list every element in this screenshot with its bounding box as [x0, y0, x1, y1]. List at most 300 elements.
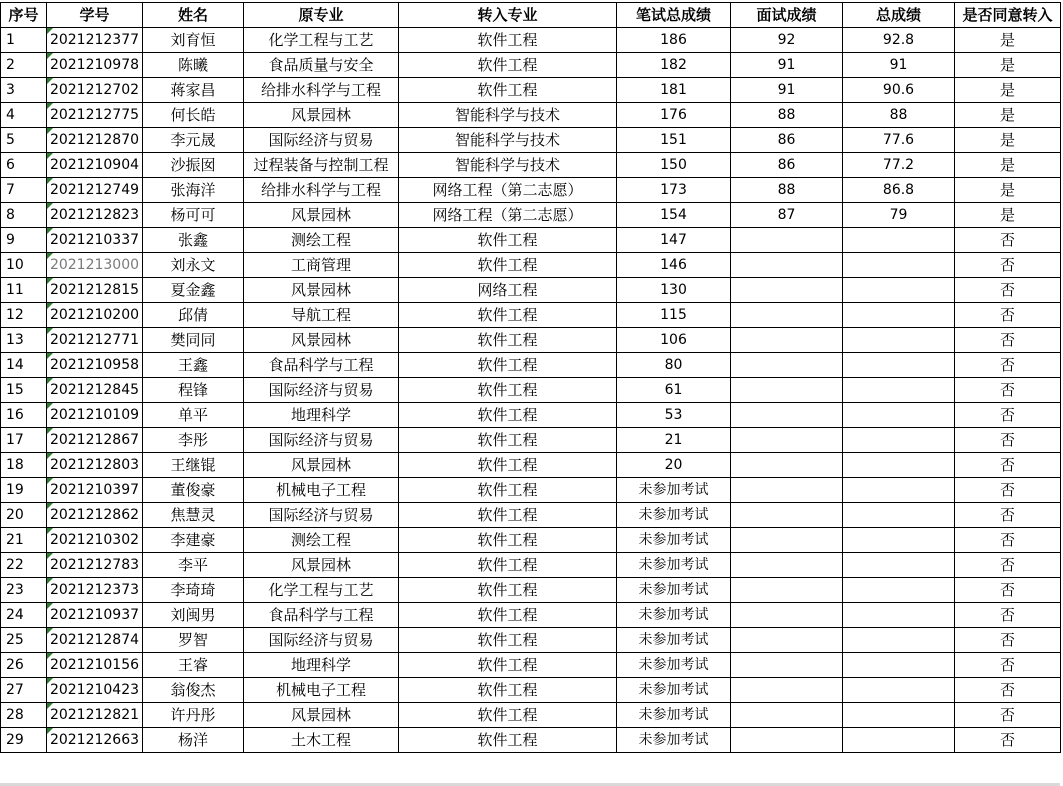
total-score-cell[interactable]	[843, 278, 955, 303]
cell-marker-icon	[47, 578, 53, 584]
row-index-cell[interactable]: 12	[1, 303, 47, 328]
table-row	[1, 253, 1061, 278]
agree-transfer-cell[interactable]: 是	[955, 103, 1061, 128]
student-id-cell[interactable]: 2021212845	[47, 378, 143, 403]
target-major-cell[interactable]: 软件工程	[399, 528, 617, 553]
total-score-cell[interactable]	[843, 328, 955, 353]
agree-transfer-cell[interactable]: 是	[955, 153, 1061, 178]
agree-transfer-cell[interactable]: 是	[955, 203, 1061, 228]
interview-score-cell[interactable]	[731, 528, 843, 553]
original-major-cell[interactable]: 工商管理	[244, 253, 399, 278]
original-major-cell[interactable]: 风景园林	[244, 103, 399, 128]
header-agree-transfer[interactable]: 是否同意转入	[955, 3, 1061, 28]
agree-transfer-cell[interactable]: 否	[955, 478, 1061, 503]
header-total-score[interactable]: 总成绩	[843, 3, 955, 28]
target-major-cell[interactable]: 网络工程（第二志愿）	[399, 203, 617, 228]
written-score-cell[interactable]: 53	[617, 403, 731, 428]
student-id-cell[interactable]: 2021212821	[47, 703, 143, 728]
interview-score-cell[interactable]	[731, 503, 843, 528]
row-index-cell[interactable]: 29	[1, 728, 47, 753]
student-name-cell[interactable]: 焦慧灵	[143, 503, 244, 528]
student-name-cell[interactable]: 罗智	[143, 628, 244, 653]
student-name-cell[interactable]: 李平	[143, 553, 244, 578]
target-major-cell[interactable]: 智能科学与技术	[399, 128, 617, 153]
total-score-cell[interactable]	[843, 253, 955, 278]
total-score-cell[interactable]	[843, 453, 955, 478]
interview-score-cell[interactable]: 86	[731, 153, 843, 178]
original-major-cell[interactable]: 土木工程	[244, 728, 399, 753]
table-row	[1, 528, 1061, 553]
student-name-cell[interactable]: 刘闽男	[143, 603, 244, 628]
target-major-cell[interactable]: 软件工程	[399, 703, 617, 728]
total-score-cell[interactable]: 77.6	[843, 128, 955, 153]
agree-transfer-cell[interactable]: 否	[955, 403, 1061, 428]
written-score-cell[interactable]: 61	[617, 378, 731, 403]
agree-transfer-cell[interactable]: 否	[955, 328, 1061, 353]
target-major-cell[interactable]: 软件工程	[399, 353, 617, 378]
table-row	[1, 353, 1061, 378]
interview-score-cell[interactable]	[731, 278, 843, 303]
student-id-cell[interactable]: 2021212663	[47, 728, 143, 753]
agree-transfer-cell[interactable]: 是	[955, 53, 1061, 78]
total-score-cell[interactable]	[843, 653, 955, 678]
row-index-cell[interactable]: 4	[1, 103, 47, 128]
row-index-cell[interactable]: 21	[1, 528, 47, 553]
row-index-cell[interactable]: 7	[1, 178, 47, 203]
row-index-cell[interactable]: 14	[1, 353, 47, 378]
total-score-cell[interactable]: 88	[843, 103, 955, 128]
cell-marker-icon	[47, 603, 53, 609]
student-name-cell[interactable]: 蒋家昌	[143, 78, 244, 103]
original-major-cell[interactable]: 国际经济与贸易	[244, 503, 399, 528]
agree-transfer-cell[interactable]: 否	[955, 253, 1061, 278]
row-index-cell[interactable]: 1	[1, 28, 47, 53]
student-name-cell[interactable]: 李琦琦	[143, 578, 244, 603]
total-score-cell[interactable]	[843, 378, 955, 403]
original-major-cell[interactable]: 测绘工程	[244, 228, 399, 253]
cell-marker-icon	[47, 453, 53, 459]
target-major-cell[interactable]: 软件工程	[399, 378, 617, 403]
interview-score-cell[interactable]	[731, 253, 843, 278]
interview-score-cell[interactable]: 92	[731, 28, 843, 53]
original-major-cell[interactable]: 国际经济与贸易	[244, 128, 399, 153]
original-major-cell[interactable]: 地理科学	[244, 653, 399, 678]
agree-transfer-cell[interactable]: 否	[955, 503, 1061, 528]
written-score-cell[interactable]: 未参加考试	[617, 578, 731, 603]
target-major-cell[interactable]: 软件工程	[399, 403, 617, 428]
written-score-cell[interactable]: 20	[617, 453, 731, 478]
row-index-cell[interactable]: 26	[1, 653, 47, 678]
header-name[interactable]: 姓名	[143, 3, 244, 28]
written-score-cell[interactable]: 147	[617, 228, 731, 253]
student-id-cell[interactable]: 2021212377	[47, 28, 143, 53]
written-score-cell[interactable]: 115	[617, 303, 731, 328]
student-name-cell[interactable]: 刘育恒	[143, 28, 244, 53]
student-id-cell[interactable]: 2021212870	[47, 128, 143, 153]
cell-marker-icon	[47, 128, 53, 134]
total-score-cell[interactable]: 91	[843, 53, 955, 78]
header-original-major[interactable]: 原专业	[244, 3, 399, 28]
original-major-cell[interactable]: 化学工程与工艺	[244, 578, 399, 603]
interview-score-cell[interactable]	[731, 678, 843, 703]
agree-transfer-cell[interactable]: 否	[955, 528, 1061, 553]
cell-marker-icon	[47, 53, 53, 59]
student-name-cell[interactable]: 李建豪	[143, 528, 244, 553]
student-name-cell[interactable]: 王继锟	[143, 453, 244, 478]
header-target-major[interactable]: 转入专业	[399, 3, 617, 28]
student-name-cell[interactable]: 张鑫	[143, 228, 244, 253]
header-index[interactable]: 序号	[1, 3, 47, 28]
table-row	[1, 703, 1061, 728]
total-score-cell[interactable]	[843, 603, 955, 628]
row-index-cell[interactable]: 3	[1, 78, 47, 103]
target-major-cell[interactable]: 软件工程	[399, 578, 617, 603]
total-score-cell[interactable]	[843, 528, 955, 553]
interview-score-cell[interactable]	[731, 478, 843, 503]
student-name-cell[interactable]: 许丹彤	[143, 703, 244, 728]
written-score-cell[interactable]: 未参加考试	[617, 528, 731, 553]
interview-score-cell[interactable]	[731, 453, 843, 478]
written-score-cell[interactable]: 146	[617, 253, 731, 278]
student-name-cell[interactable]: 张海洋	[143, 178, 244, 203]
interview-score-cell[interactable]: 86	[731, 128, 843, 153]
row-index-cell[interactable]: 19	[1, 478, 47, 503]
row-index-cell[interactable]: 2	[1, 53, 47, 78]
interview-score-cell[interactable]	[731, 428, 843, 453]
student-id-cell[interactable]: 2021212823	[47, 203, 143, 228]
student-id-cell[interactable]: 2021210397	[47, 478, 143, 503]
original-major-cell[interactable]: 食品质量与安全	[244, 53, 399, 78]
table-row	[1, 228, 1061, 253]
row-index-cell[interactable]: 18	[1, 453, 47, 478]
written-score-cell[interactable]: 未参加考试	[617, 678, 731, 703]
written-score-cell[interactable]: 150	[617, 153, 731, 178]
total-score-cell[interactable]	[843, 353, 955, 378]
row-index-cell[interactable]: 24	[1, 603, 47, 628]
student-id-cell[interactable]: 2021210937	[47, 603, 143, 628]
written-score-cell[interactable]: 未参加考试	[617, 603, 731, 628]
total-score-cell[interactable]	[843, 703, 955, 728]
written-score-cell[interactable]: 154	[617, 203, 731, 228]
agree-transfer-cell[interactable]: 否	[955, 678, 1061, 703]
original-major-cell[interactable]: 风景园林	[244, 553, 399, 578]
student-name-cell[interactable]: 陈曦	[143, 53, 244, 78]
written-score-cell[interactable]: 182	[617, 53, 731, 78]
student-name-cell[interactable]: 董俊豪	[143, 478, 244, 503]
agree-transfer-cell[interactable]: 否	[955, 653, 1061, 678]
agree-transfer-cell[interactable]: 否	[955, 553, 1061, 578]
written-score-cell[interactable]: 181	[617, 78, 731, 103]
total-score-cell[interactable]	[843, 728, 955, 753]
agree-transfer-cell[interactable]: 否	[955, 453, 1061, 478]
original-major-cell[interactable]: 给排水科学与工程	[244, 178, 399, 203]
student-id-cell[interactable]: 2021210200	[47, 303, 143, 328]
agree-transfer-cell[interactable]: 否	[955, 728, 1061, 753]
interview-score-cell[interactable]	[731, 653, 843, 678]
total-score-cell[interactable]	[843, 628, 955, 653]
row-index-cell[interactable]: 17	[1, 428, 47, 453]
original-major-cell[interactable]: 风景园林	[244, 703, 399, 728]
cell-marker-icon	[47, 278, 53, 284]
interview-score-cell[interactable]	[731, 628, 843, 653]
student-name-cell[interactable]: 王鑫	[143, 353, 244, 378]
interview-score-cell[interactable]	[731, 603, 843, 628]
table-row	[1, 678, 1061, 703]
original-major-cell[interactable]: 给排水科学与工程	[244, 78, 399, 103]
cell-marker-icon	[47, 528, 53, 534]
original-major-cell[interactable]: 导航工程	[244, 303, 399, 328]
row-index-cell[interactable]: 10	[1, 253, 47, 278]
cell-marker-icon	[47, 653, 53, 659]
cell-marker-icon	[47, 628, 53, 634]
total-score-cell[interactable]	[843, 578, 955, 603]
agree-transfer-cell[interactable]: 否	[955, 303, 1061, 328]
target-major-cell[interactable]: 软件工程	[399, 478, 617, 503]
interview-score-cell[interactable]	[731, 578, 843, 603]
table-body	[1, 28, 1061, 753]
table-row	[1, 578, 1061, 603]
total-score-cell[interactable]	[843, 228, 955, 253]
written-score-cell[interactable]: 未参加考试	[617, 503, 731, 528]
original-major-cell[interactable]: 过程装备与控制工程	[244, 153, 399, 178]
interview-score-cell[interactable]	[731, 553, 843, 578]
interview-score-cell[interactable]	[731, 703, 843, 728]
target-major-cell[interactable]: 软件工程	[399, 328, 617, 353]
cell-marker-icon	[47, 678, 53, 684]
student-name-cell[interactable]: 刘永文	[143, 253, 244, 278]
table-row	[1, 553, 1061, 578]
student-id-cell[interactable]: 2021210423	[47, 678, 143, 703]
table-row	[1, 128, 1061, 153]
student-name-cell[interactable]: 夏金鑫	[143, 278, 244, 303]
student-id-cell[interactable]: 2021210302	[47, 528, 143, 553]
student-name-cell[interactable]: 程锋	[143, 378, 244, 403]
student-id-cell[interactable]: 2021212373	[47, 578, 143, 603]
original-major-cell[interactable]: 国际经济与贸易	[244, 428, 399, 453]
total-score-cell[interactable]	[843, 403, 955, 428]
row-index-cell[interactable]: 15	[1, 378, 47, 403]
interview-score-cell[interactable]	[731, 378, 843, 403]
target-major-cell[interactable]: 软件工程	[399, 228, 617, 253]
student-name-cell[interactable]: 翁俊杰	[143, 678, 244, 703]
row-index-cell[interactable]: 16	[1, 403, 47, 428]
agree-transfer-cell[interactable]: 否	[955, 278, 1061, 303]
total-score-cell[interactable]	[843, 553, 955, 578]
table-row	[1, 628, 1061, 653]
target-major-cell[interactable]: 软件工程	[399, 53, 617, 78]
interview-score-cell[interactable]	[731, 353, 843, 378]
total-score-cell[interactable]: 79	[843, 203, 955, 228]
target-major-cell[interactable]: 软件工程	[399, 503, 617, 528]
student-id-cell[interactable]: 2021210109	[47, 403, 143, 428]
original-major-cell[interactable]: 风景园林	[244, 328, 399, 353]
table-row	[1, 53, 1061, 78]
row-index-cell[interactable]: 11	[1, 278, 47, 303]
header-written-score[interactable]: 笔试总成绩	[617, 3, 731, 28]
interview-score-cell[interactable]: 91	[731, 53, 843, 78]
target-major-cell[interactable]: 软件工程	[399, 428, 617, 453]
cell-marker-icon	[47, 178, 53, 184]
original-major-cell[interactable]: 食品科学与工程	[244, 353, 399, 378]
student-id-cell[interactable]: 2021210156	[47, 653, 143, 678]
written-score-cell[interactable]: 173	[617, 178, 731, 203]
student-id-cell[interactable]: 2021210337	[47, 228, 143, 253]
interview-score-cell[interactable]: 88	[731, 103, 843, 128]
total-score-cell[interactable]	[843, 428, 955, 453]
interview-score-cell[interactable]	[731, 328, 843, 353]
original-major-cell[interactable]: 风景园林	[244, 278, 399, 303]
agree-transfer-cell[interactable]: 否	[955, 353, 1061, 378]
row-index-cell[interactable]: 28	[1, 703, 47, 728]
original-major-cell[interactable]: 国际经济与贸易	[244, 628, 399, 653]
agree-transfer-cell[interactable]: 否	[955, 228, 1061, 253]
student-id-cell[interactable]: 2021210958	[47, 353, 143, 378]
row-index-cell[interactable]: 5	[1, 128, 47, 153]
agree-transfer-cell[interactable]: 否	[955, 603, 1061, 628]
row-index-cell[interactable]: 27	[1, 678, 47, 703]
written-score-cell[interactable]: 未参加考试	[617, 628, 731, 653]
student-id-cell[interactable]: 2021212867	[47, 428, 143, 453]
student-id-cell[interactable]: 2021210904	[47, 153, 143, 178]
student-id-cell[interactable]: 2021212702	[47, 78, 143, 103]
target-major-cell[interactable]: 软件工程	[399, 303, 617, 328]
table-row	[1, 503, 1061, 528]
cell-marker-icon	[47, 503, 53, 509]
written-score-cell[interactable]: 176	[617, 103, 731, 128]
target-major-cell[interactable]: 软件工程	[399, 453, 617, 478]
original-major-cell[interactable]: 风景园林	[244, 203, 399, 228]
agree-transfer-cell[interactable]: 是	[955, 128, 1061, 153]
row-index-cell[interactable]: 9	[1, 228, 47, 253]
target-major-cell[interactable]: 软件工程	[399, 28, 617, 53]
original-major-cell[interactable]: 食品科学与工程	[244, 603, 399, 628]
table-row	[1, 603, 1061, 628]
row-index-cell[interactable]: 13	[1, 328, 47, 353]
target-major-cell[interactable]: 网络工程	[399, 278, 617, 303]
student-id-cell[interactable]: 2021213000	[47, 253, 143, 278]
student-id-cell[interactable]: 2021212803	[47, 453, 143, 478]
written-score-cell[interactable]: 80	[617, 353, 731, 378]
interview-score-cell[interactable]	[731, 228, 843, 253]
student-id-cell[interactable]: 2021212862	[47, 503, 143, 528]
agree-transfer-cell[interactable]: 是	[955, 28, 1061, 53]
row-index-cell[interactable]: 23	[1, 578, 47, 603]
interview-score-cell[interactable]	[731, 403, 843, 428]
agree-transfer-cell[interactable]: 否	[955, 578, 1061, 603]
target-major-cell[interactable]: 软件工程	[399, 553, 617, 578]
target-major-cell[interactable]: 智能科学与技术	[399, 103, 617, 128]
cell-marker-icon	[47, 203, 53, 209]
target-major-cell[interactable]: 软件工程	[399, 728, 617, 753]
student-name-cell[interactable]: 沙振囡	[143, 153, 244, 178]
student-name-cell[interactable]: 李元晟	[143, 128, 244, 153]
agree-transfer-cell[interactable]: 否	[955, 378, 1061, 403]
student-name-cell[interactable]: 杨洋	[143, 728, 244, 753]
total-score-cell[interactable]: 90.6	[843, 78, 955, 103]
target-major-cell[interactable]: 软件工程	[399, 678, 617, 703]
interview-score-cell[interactable]: 88	[731, 178, 843, 203]
written-score-cell[interactable]: 186	[617, 28, 731, 53]
student-name-cell[interactable]: 李彤	[143, 428, 244, 453]
total-score-cell[interactable]: 86.8	[843, 178, 955, 203]
original-major-cell[interactable]: 机械电子工程	[244, 678, 399, 703]
original-major-cell[interactable]: 化学工程与工艺	[244, 28, 399, 53]
student-id-cell[interactable]: 2021212874	[47, 628, 143, 653]
original-major-cell[interactable]: 风景园林	[244, 453, 399, 478]
total-score-cell[interactable]: 92.8	[843, 28, 955, 53]
agree-transfer-cell[interactable]: 是	[955, 178, 1061, 203]
written-score-cell[interactable]: 106	[617, 328, 731, 353]
total-score-cell[interactable]	[843, 478, 955, 503]
table-row	[1, 78, 1061, 103]
total-score-cell[interactable]	[843, 303, 955, 328]
written-score-cell[interactable]: 未参加考试	[617, 703, 731, 728]
student-name-cell[interactable]: 邱倩	[143, 303, 244, 328]
total-score-cell[interactable]	[843, 678, 955, 703]
interview-score-cell[interactable]	[731, 303, 843, 328]
interview-score-cell[interactable]: 87	[731, 203, 843, 228]
agree-transfer-cell[interactable]: 否	[955, 428, 1061, 453]
header-student-id[interactable]: 学号	[47, 3, 143, 28]
target-major-cell[interactable]: 软件工程	[399, 653, 617, 678]
cell-marker-icon	[47, 328, 53, 334]
student-id-cell[interactable]: 2021212815	[47, 278, 143, 303]
original-major-cell[interactable]: 国际经济与贸易	[244, 378, 399, 403]
written-score-cell[interactable]: 未参加考试	[617, 553, 731, 578]
row-index-cell[interactable]: 25	[1, 628, 47, 653]
agree-transfer-cell[interactable]: 否	[955, 703, 1061, 728]
written-score-cell[interactable]: 21	[617, 428, 731, 453]
agree-transfer-cell[interactable]: 是	[955, 78, 1061, 103]
target-major-cell[interactable]: 智能科学与技术	[399, 153, 617, 178]
target-major-cell[interactable]: 软件工程	[399, 253, 617, 278]
written-score-cell[interactable]: 未参加考试	[617, 728, 731, 753]
cell-marker-icon	[47, 378, 53, 384]
student-id-cell[interactable]: 2021210978	[47, 53, 143, 78]
student-id-cell[interactable]: 2021212771	[47, 328, 143, 353]
student-id-cell[interactable]: 2021212775	[47, 103, 143, 128]
student-id-cell[interactable]: 2021212783	[47, 553, 143, 578]
written-score-cell[interactable]: 未参加考试	[617, 653, 731, 678]
row-index-cell[interactable]: 6	[1, 153, 47, 178]
written-score-cell[interactable]: 未参加考试	[617, 478, 731, 503]
row-index-cell[interactable]: 8	[1, 203, 47, 228]
student-id-cell[interactable]: 2021212749	[47, 178, 143, 203]
student-name-cell[interactable]: 单平	[143, 403, 244, 428]
student-name-cell[interactable]: 杨可可	[143, 203, 244, 228]
target-major-cell[interactable]: 软件工程	[399, 628, 617, 653]
original-major-cell[interactable]: 地理科学	[244, 403, 399, 428]
target-major-cell[interactable]: 软件工程	[399, 78, 617, 103]
row-index-cell[interactable]: 20	[1, 503, 47, 528]
total-score-cell[interactable]: 77.2	[843, 153, 955, 178]
student-name-cell[interactable]: 樊同同	[143, 328, 244, 353]
header-interview-score[interactable]: 面试成绩	[731, 3, 843, 28]
interview-score-cell[interactable]	[731, 728, 843, 753]
target-major-cell[interactable]: 软件工程	[399, 603, 617, 628]
original-major-cell[interactable]: 机械电子工程	[244, 478, 399, 503]
target-major-cell[interactable]: 网络工程（第二志愿）	[399, 178, 617, 203]
written-score-cell[interactable]: 130	[617, 278, 731, 303]
row-index-cell[interactable]: 22	[1, 553, 47, 578]
interview-score-cell[interactable]: 91	[731, 78, 843, 103]
student-name-cell[interactable]: 何长皓	[143, 103, 244, 128]
total-score-cell[interactable]	[843, 503, 955, 528]
agree-transfer-cell[interactable]: 否	[955, 628, 1061, 653]
student-name-cell[interactable]: 王睿	[143, 653, 244, 678]
original-major-cell[interactable]: 测绘工程	[244, 528, 399, 553]
written-score-cell[interactable]: 151	[617, 128, 731, 153]
